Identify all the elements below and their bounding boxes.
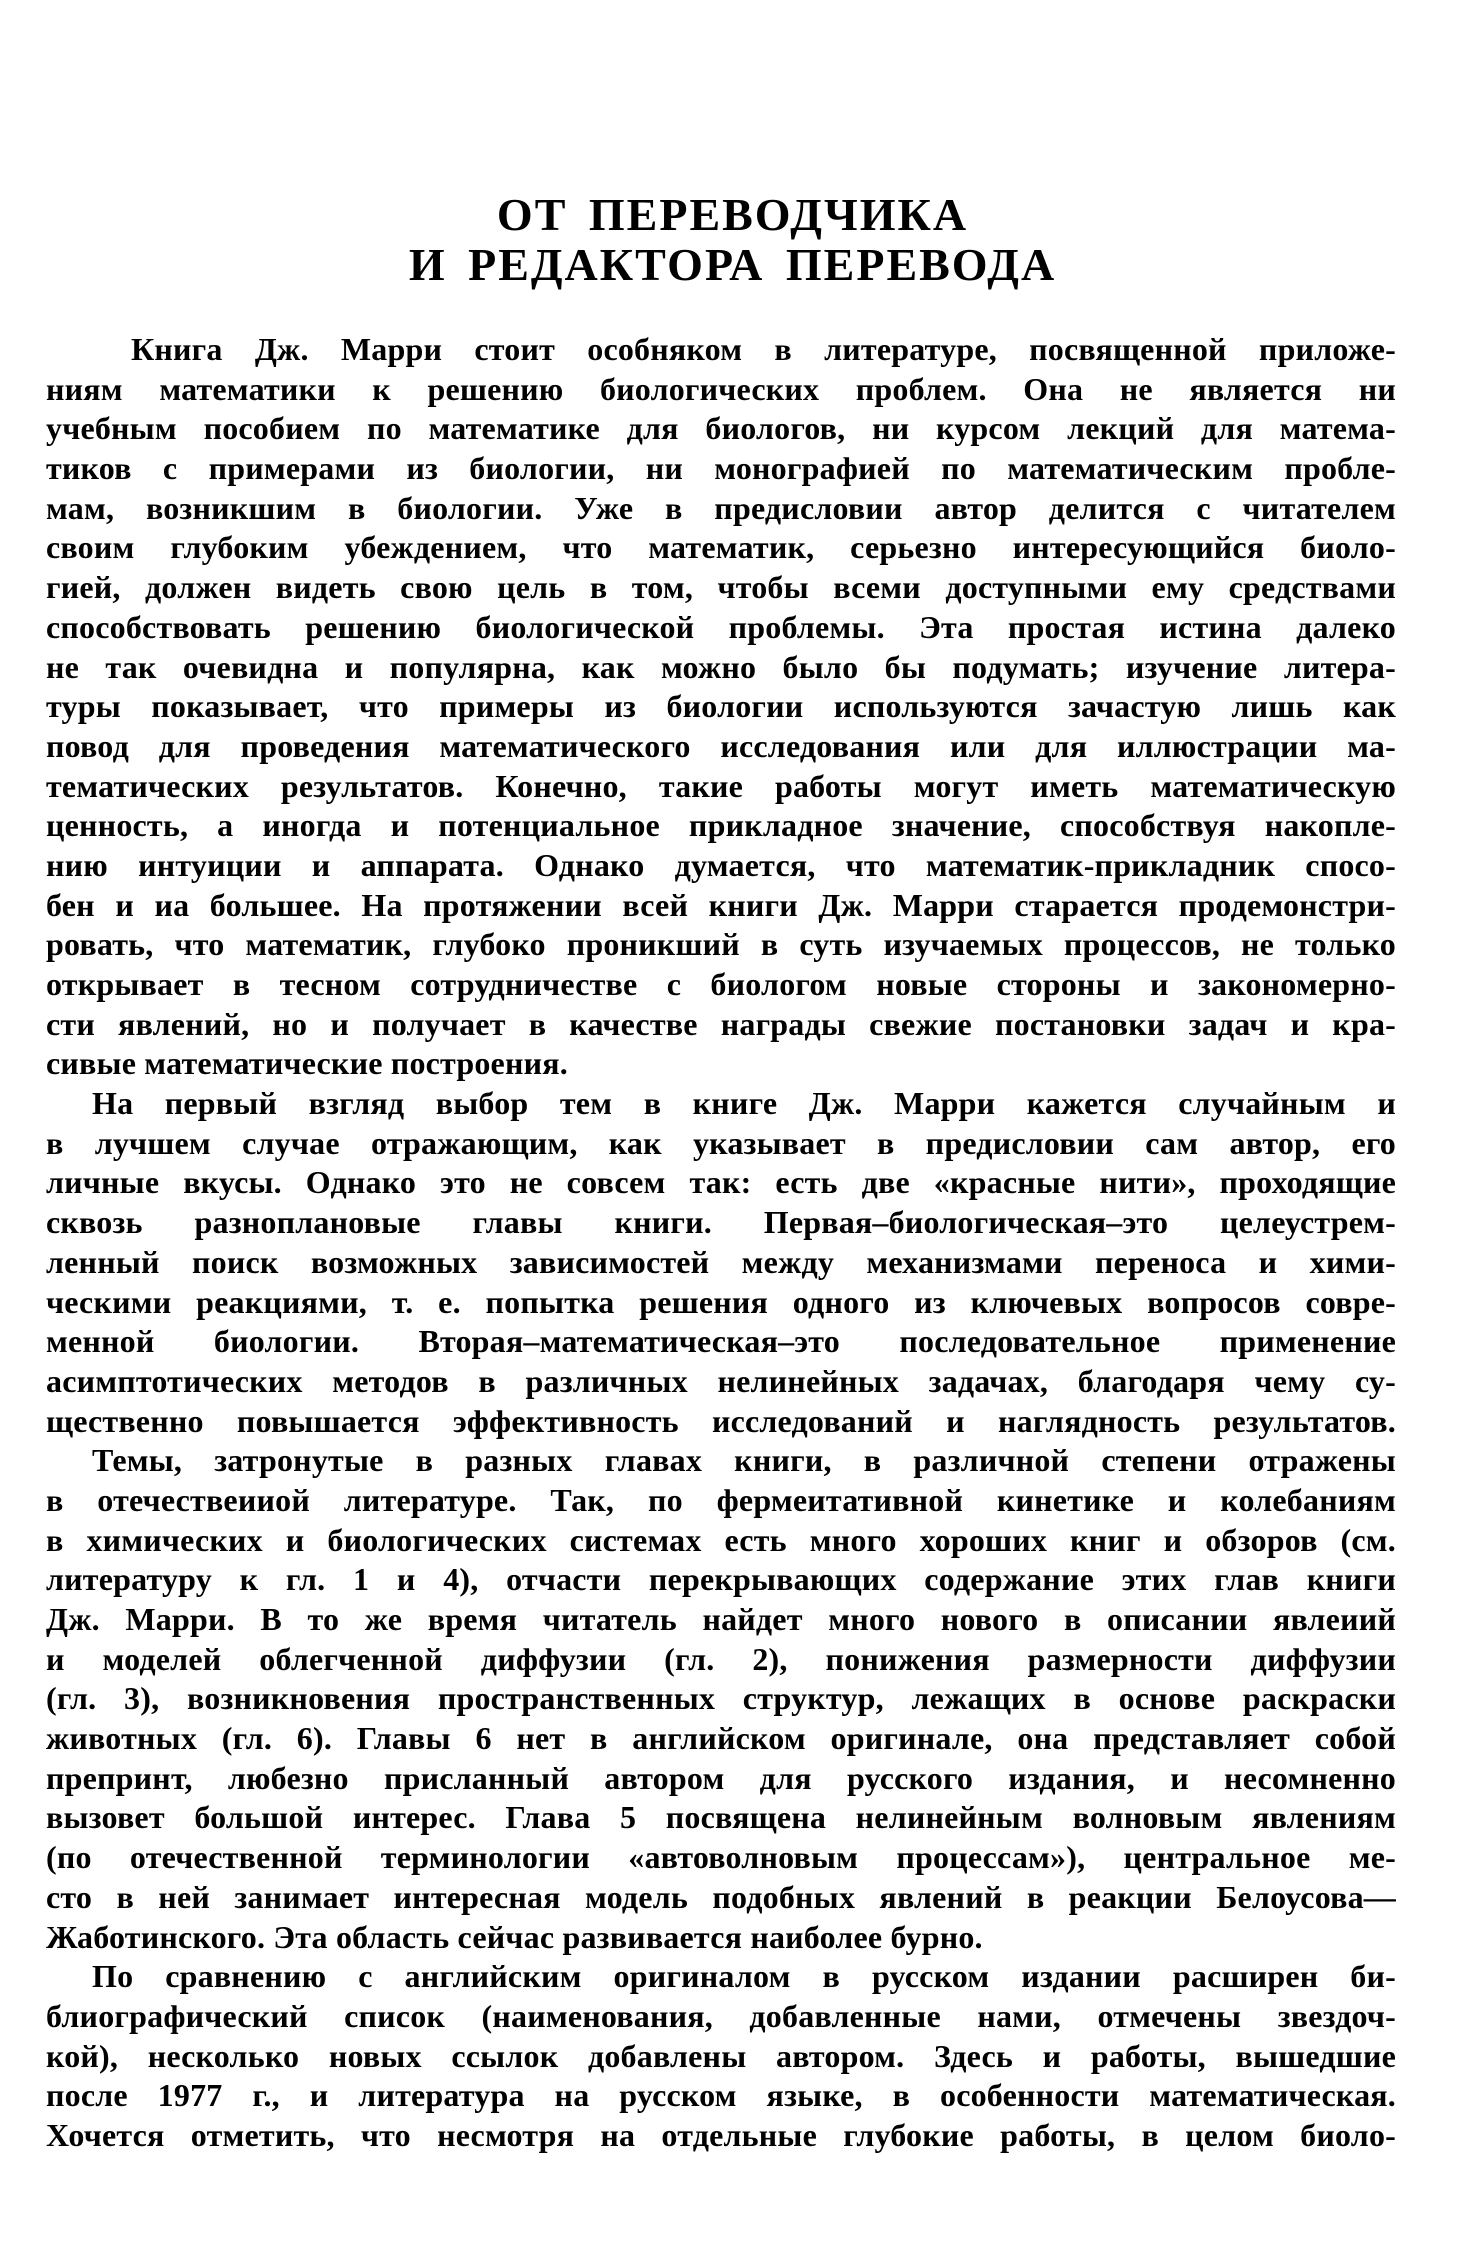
text-line: гией, должен видеть свою цель в том, чтобы всеми доступными ему средствами (46, 569, 1396, 606)
text-line: Дж. Марри. В то же время читатель найдет много нового в описании явлеиий (46, 1601, 1396, 1637)
text-line: нию интуиции и аппарата. Однако думается, что математик-прикладник спосо- (46, 846, 1396, 883)
text-line: в лучшем случае отражающим, как указывает в предисловии сам автор, его (46, 1124, 1396, 1161)
page-title (0, 190, 1465, 290)
text-line: (гл. 3), возникновения пространственных структур, лежащих в основе раскраски (46, 1680, 1396, 1717)
text-line: ценность, а иногда и потенциальное прикладное значение, способствуя накопле- (46, 807, 1396, 844)
text-line: литературу к гл. 1 и 4), отчасти перекрывающих содержание этих глав книги (46, 1561, 1396, 1598)
text-line: своим глубоким убеждением, что математик, серьезно интересующийся биоло- (46, 529, 1396, 566)
text-line: тиков с примерами из биологии, ни монографией по математическим пробле- (46, 450, 1396, 487)
paragraph (46, 1441, 1396, 1957)
text-line: вызовет большой интерес. Глава 5 посвящена нелинейным волновым явлениям (46, 1799, 1396, 1836)
text-line: ческими реакциями, т. е. попытка решения одного из ключевых вопросов совре- (46, 1283, 1396, 1320)
text-line: Хочется отметить, что несмотря на отдельные глубокие работы, в целом биоло- (46, 2116, 1396, 2153)
text-line: ленный поиск возможных зависимостей между механизмами переноса и хими- (46, 1243, 1396, 1280)
text-line: бен и иа большее. На протяжении всей книги Дж. Марри старается продемонстри- (46, 886, 1396, 923)
text-line: ниям математики к решению биологических проблем. Она не является ни (46, 370, 1396, 407)
text-line: менной биологии. Вторая–математическая–это последовательное применение (46, 1323, 1396, 1360)
text-line: в химических и биологических системах есть много хороших книг и обзоров (см. (46, 1521, 1396, 1558)
text-line: не так очевидна и популярна, как можно было бы подумать; изучение литера- (46, 648, 1396, 685)
text-line: ровать, что математик, глубоко проникший в суть изучаемых процессов, не только (46, 926, 1396, 963)
text-line: Темы, затронутые в разных главах книги, в различной степени отражены (92, 1442, 1396, 1479)
text-line: животных (гл. 6). Главы 6 нет в английском оригинале, она представляет собой (46, 1720, 1396, 1757)
text-line: щественно повышается эффективность исследований и наглядность результатов. (46, 1402, 1396, 1439)
text-line: учебным пособием по математике для биологов, ни курсом лекций для матема- (46, 410, 1396, 447)
text-line: мам, возникшим в биологии. Уже в предисловии автор делится с читателем (46, 489, 1396, 526)
paragraph (46, 1084, 1396, 1441)
text-body (46, 330, 1396, 2156)
text-line: асимптотических методов в различных нелинейных задачах, благодаря чему су- (46, 1362, 1396, 1399)
paragraph (46, 330, 1396, 1084)
text-line: сквозь разноплановые главы книги. Первая–биологическая–это целеустрем- (46, 1204, 1396, 1241)
page-title-line-1: ОТ ПЕРЕВОДЧИКА (496, 189, 969, 240)
text-line: тематических результатов. Конечно, такие работы могут иметь математическую (46, 767, 1396, 804)
text-line: в отечествеииой литературе. Так, по фермеитативной кинетике и колебаниям (46, 1481, 1396, 1518)
text-line: способствовать решению биологической проблемы. Эта простая истина далеко (46, 608, 1396, 645)
text-line: открывает в тесном сотрудничестве с биологом новые стороны и закономерно- (46, 966, 1396, 1002)
text-line: и моделей облегченной диффузии (гл. 2), понижения размерности диффузии (46, 1640, 1396, 1677)
text-line: По сравнению с английским оригиналом в русском издании расширен би- (92, 1958, 1396, 1995)
text-line: блиографический список (наименования, добавленные нами, отмечены звездоч- (46, 1997, 1396, 2034)
text-line: после 1977 г., и литература на русском языке, в особенности математическая. (46, 2077, 1396, 2114)
text-line: сто в ней занимает интересная модель подобных явлений в реакции Белоусова— (46, 1878, 1396, 1915)
page-title-line-2: И РЕДАКТОРА ПЕРЕВОДА (408, 239, 1057, 290)
paragraph (46, 1957, 1396, 2155)
text-line: Жаботинского. Эта область сейчас развивается наиболее бурно. (46, 1918, 983, 1955)
text-line: туры показывает, что примеры из биологии используются зачастую лишь как (46, 688, 1396, 725)
text-line: сти явлений, но и получает в качестве награды свежие постановки задач и кра- (46, 1005, 1396, 1042)
text-line: личные вкусы. Однако это не совсем так: есть две «красные нити», проходящие (46, 1164, 1396, 1201)
text-line: сивые математические построения. (46, 1045, 568, 1082)
text-line: кой), несколько новых ссылок добавлены автором. Здесь и работы, вышедшие (46, 2037, 1396, 2074)
text-line: (по отечественной терминологии «автоволновым процессам»), центральное ме- (46, 1839, 1396, 1876)
text-line: Книга Дж. Марри стоит особняком в литературе, посвященной приложе- (131, 331, 1396, 367)
text-line: препринт, любезно присланный автором для русского издания, и несомненно (46, 1759, 1396, 1796)
text-line: На первый взгляд выбор тем в книге Дж. Марри кажется случайным и (92, 1085, 1396, 1122)
text-line: повод для проведения математического исследования или для иллюстрации ма- (46, 727, 1396, 764)
